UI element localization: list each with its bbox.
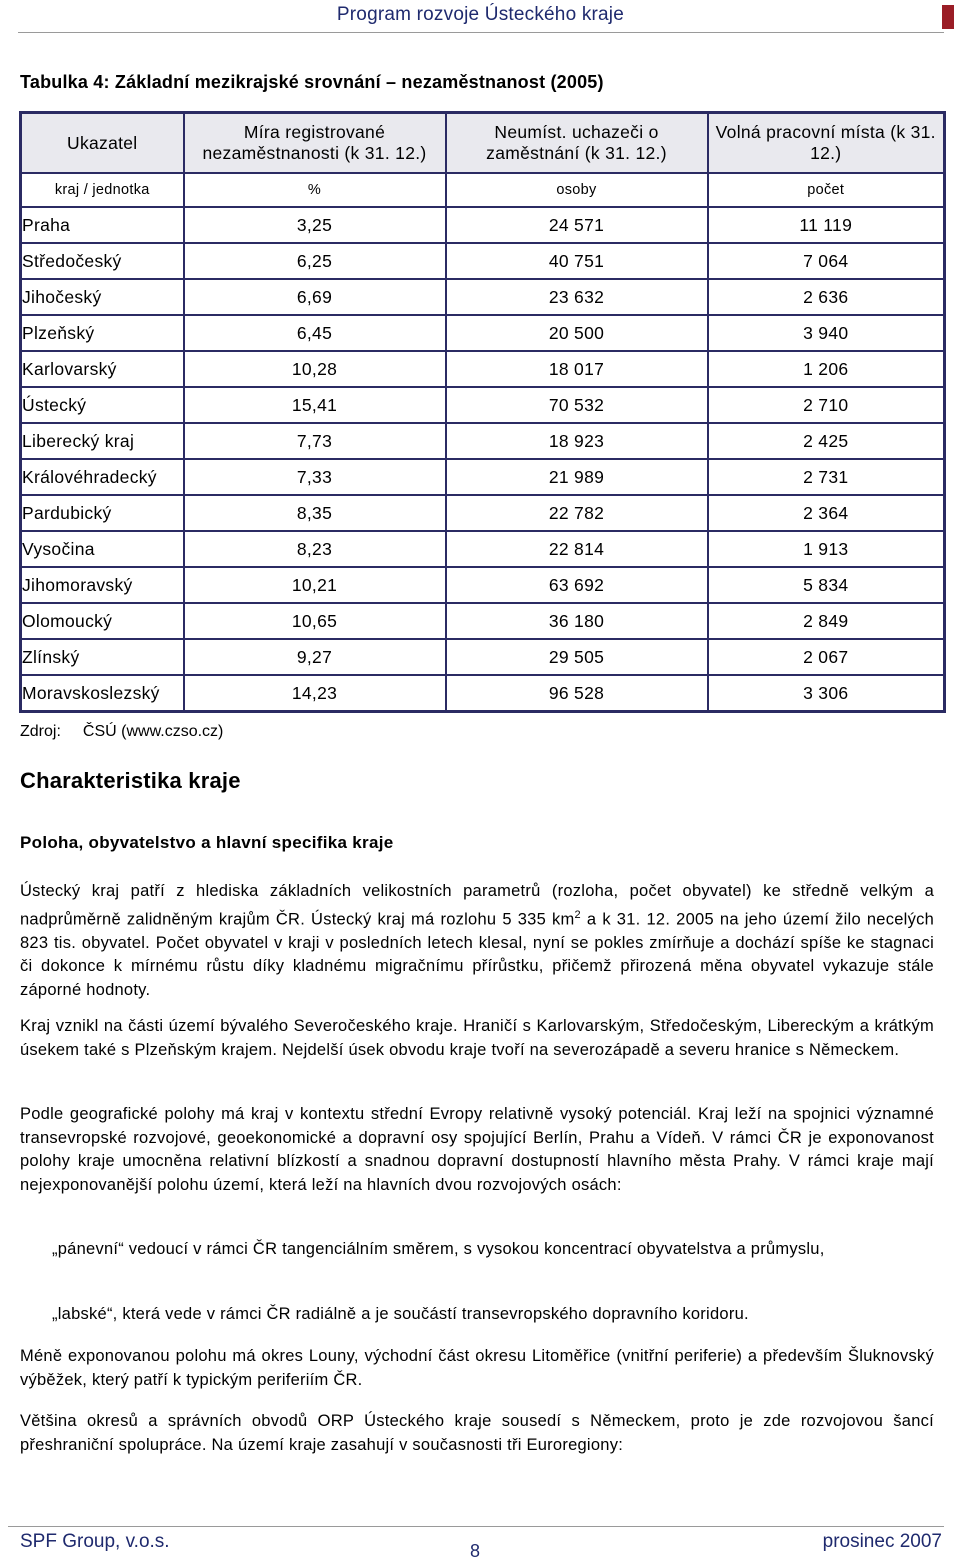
- bullet-text: „pánevní“ vedoucí v rámci ČR tangenciálním směrem, s vysokou koncentrací obyvatelstva a průmyslu,: [52, 1240, 825, 1258]
- region-name-cell: Středočeský: [21, 243, 184, 279]
- paragraph-1-part-b: a k 31. 12. 2005 na jeho území žilo necelých 823 tis. obyvatel. Počet obyvatel v kraji v posledních letech klesal, nyní se pokles zmírňuje a dochází spíše ke stagnaci či dokonce k mírnému růstu díky kladnému migračnímu přírůstku, přičemž přirozená měna obyvatel vykazuje stále záporné hodnoty.: [20, 910, 934, 999]
- value-cell: 10,28: [184, 351, 446, 387]
- value-cell: 24 571: [446, 207, 708, 243]
- region-name-cell: Zlínský: [21, 639, 184, 675]
- table-row: [21, 387, 945, 423]
- region-name-cell: Karlovarský: [21, 351, 184, 387]
- value-cell: 6,69: [184, 279, 446, 315]
- value-cell: 2 849: [708, 603, 945, 639]
- value-cell: 10,21: [184, 567, 446, 603]
- source-label: Zdroj:: [20, 723, 61, 740]
- value-cell: 5 834: [708, 567, 945, 603]
- table-row: [21, 423, 945, 459]
- source-value: ČSÚ (www.czso.cz): [82, 723, 224, 740]
- region-name-cell: Praha: [21, 207, 184, 243]
- list-item: [20, 1238, 934, 1262]
- table-row: [21, 243, 945, 279]
- value-cell: 2 636: [708, 279, 945, 315]
- value-cell: 2 710: [708, 387, 945, 423]
- table-row: [21, 675, 945, 712]
- value-cell: 8,23: [184, 531, 446, 567]
- value-cell: 14,23: [184, 675, 446, 712]
- value-cell: 70 532: [446, 387, 708, 423]
- value-cell: 7,33: [184, 459, 446, 495]
- table-source: [20, 723, 223, 741]
- value-cell: 3 306: [708, 675, 945, 712]
- value-cell: 9,27: [184, 639, 446, 675]
- page-number: 8: [470, 1541, 481, 1561]
- table-row: [21, 351, 945, 387]
- paragraph-1-part-a: Ústecký kraj patří z hlediska základních velikostních parametrů (rozloha, počet obyvatel) ke středně velkým a nadprůměrně zalidněným krajům ČR. Ústecký kraj má rozlohu 5 335 km: [20, 882, 934, 928]
- table-row: [21, 315, 945, 351]
- value-cell: 23 632: [446, 279, 708, 315]
- value-cell: 63 692: [446, 567, 708, 603]
- subsection-heading: Poloha, obyvatelstvo a hlavní specifika kraje: [20, 833, 394, 852]
- value-cell: 7 064: [708, 243, 945, 279]
- table-caption: Tabulka 4: Základní mezikrajské srovnání – nezaměstnanost (2005): [20, 72, 604, 92]
- footer-company: SPF Group, v.o.s.: [20, 1531, 170, 1552]
- value-cell: 8,35: [184, 495, 446, 531]
- running-header-title: Program rozvoje Ústeckého kraje: [336, 4, 624, 25]
- value-cell: 15,41: [184, 387, 446, 423]
- region-name-cell: Liberecký kraj: [21, 423, 184, 459]
- unit-cell: osoby: [446, 173, 708, 207]
- section-heading: Charakteristika kraje: [20, 768, 241, 793]
- footer-date: prosinec 2007: [822, 1531, 942, 1552]
- region-name-cell: Vysočina: [21, 531, 184, 567]
- region-name-cell: Jihomoravský: [21, 567, 184, 603]
- value-cell: 6,45: [184, 315, 446, 351]
- value-cell: 22 814: [446, 531, 708, 567]
- value-cell: 11 119: [708, 207, 945, 243]
- unemployment-table: [19, 111, 946, 713]
- table-row: [21, 567, 945, 603]
- region-name-cell: Jihočeský: [21, 279, 184, 315]
- table-body: [21, 207, 945, 712]
- column-header: Neumíst. uchazeči o zaměstnání (k 31. 12.): [446, 113, 708, 174]
- value-cell: 1 206: [708, 351, 945, 387]
- paragraph-1: [20, 880, 934, 1002]
- value-cell: 18 017: [446, 351, 708, 387]
- list-item: [20, 1303, 934, 1327]
- region-name-cell: Olomoucký: [21, 603, 184, 639]
- table-row: [21, 459, 945, 495]
- value-cell: 7,73: [184, 423, 446, 459]
- value-cell: 21 989: [446, 459, 708, 495]
- region-name-cell: Královéhradecký: [21, 459, 184, 495]
- value-cell: 2 067: [708, 639, 945, 675]
- paragraph-4: Méně exponovanou polohu má okres Louny, východní část okresu Litoměřice (vnitřní periferie) a především Šluknovský výběžek, který patří k typickým periferiím ČR.: [20, 1347, 934, 1389]
- table-row: [21, 495, 945, 531]
- value-cell: 3 940: [708, 315, 945, 351]
- table-row: [21, 603, 945, 639]
- unit-cell: kraj / jednotka: [21, 173, 184, 207]
- value-cell: 18 923: [446, 423, 708, 459]
- unit-cell: %: [184, 173, 446, 207]
- column-header: Ukazatel: [21, 113, 184, 174]
- table-unit-row: [21, 173, 945, 207]
- paragraph-3: Podle geografické polohy má kraj v kontextu střední Evropy relativně vysoký potenciál. Kraj leží na spojnici významné transevropské rozvojové, geoekonomické a dopravní osy spojující Berlín, Prahu a Vídeň. V rámci ČR je exponovanost polohy kraje umocněna relativní blízkostí a snadnou dopravní dostupností hlavního města Prahy. V rámci kraje mají nejexponovanější polohu území, která leží na hlavních dvou rozvojových osách:: [20, 1105, 934, 1194]
- value-cell: 3,25: [184, 207, 446, 243]
- region-name-cell: Pardubický: [21, 495, 184, 531]
- footer-divider: [8, 1526, 944, 1527]
- value-cell: 1 913: [708, 531, 945, 567]
- value-cell: 10,65: [184, 603, 446, 639]
- column-header: Volná pracovní místa (k 31. 12.): [708, 113, 945, 174]
- value-cell: 96 528: [446, 675, 708, 712]
- header-accent-mark: [942, 5, 954, 29]
- table-row: [21, 531, 945, 567]
- table-row: [21, 639, 945, 675]
- value-cell: 29 505: [446, 639, 708, 675]
- region-name-cell: Moravskoslezský: [21, 675, 184, 712]
- table-header-row: [21, 113, 945, 174]
- value-cell: 20 500: [446, 315, 708, 351]
- value-cell: 2 364: [708, 495, 945, 531]
- value-cell: 6,25: [184, 243, 446, 279]
- bullet-text: „labské“, která vede v rámci ČR radiálně a je součástí transevropského dopravního koridoru.: [52, 1305, 749, 1323]
- paragraph-5: Většina okresů a správních obvodů ORP Ústeckého kraje sousedí s Německem, proto je zde rozvojovou šancí přeshraniční spolupráce. Na území kraje zasahují v současnosti tři Euroregiony:: [20, 1412, 934, 1454]
- value-cell: 22 782: [446, 495, 708, 531]
- region-name-cell: Plzeňský: [21, 315, 184, 351]
- value-cell: 2 425: [708, 423, 945, 459]
- value-cell: 2 731: [708, 459, 945, 495]
- table-row: [21, 207, 945, 243]
- column-header: Míra registrované nezaměstnanosti (k 31. 12.): [184, 113, 446, 174]
- region-name-cell: Ústecký: [21, 387, 184, 423]
- area-unit-superscript: 2: [574, 908, 581, 921]
- value-cell: 36 180: [446, 603, 708, 639]
- value-cell: 40 751: [446, 243, 708, 279]
- paragraph-2: Kraj vznikl na části území bývalého Severočeského kraje. Hraničí s Karlovarským, Středočeským, Libereckým a krátkým úsekem také s Plzeňským krajem. Nejdelší úsek obvodu kraje tvoří na severozápadě a severu hranice s Německem.: [20, 1017, 934, 1059]
- unit-cell: počet: [708, 173, 945, 207]
- header-divider: [18, 32, 944, 33]
- table-row: [21, 279, 945, 315]
